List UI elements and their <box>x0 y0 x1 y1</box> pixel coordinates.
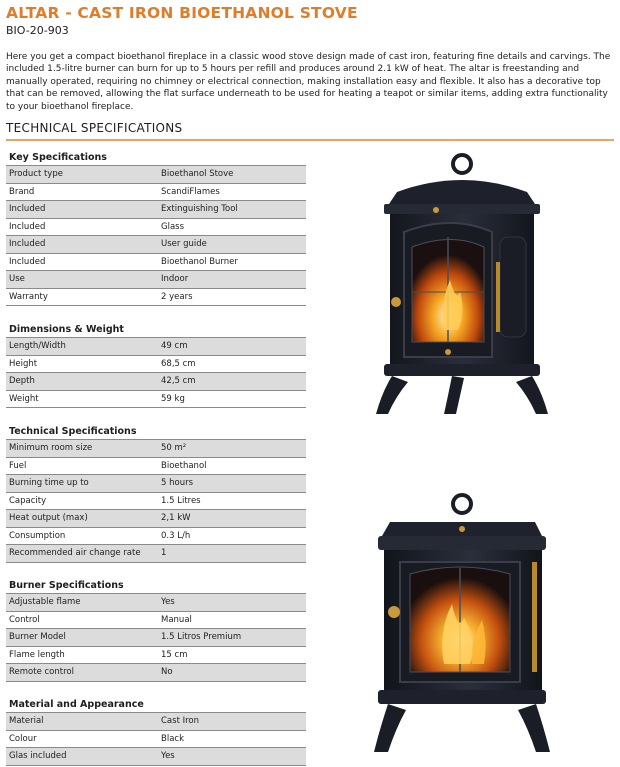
spec-row <box>6 355 306 373</box>
spec-group-technical <box>6 425 306 563</box>
spec-row <box>6 373 306 391</box>
spec-label: Included <box>6 253 156 271</box>
spec-label: Weight <box>6 390 156 408</box>
spec-row <box>6 183 306 201</box>
spec-row <box>6 166 306 184</box>
spec-row <box>6 218 306 236</box>
spec-value: 0.3 L/h <box>156 527 306 545</box>
spec-value: 15 cm <box>156 646 306 664</box>
stove-photo-front <box>352 152 572 422</box>
spec-label: Warranty <box>6 288 156 306</box>
spec-label: Remote control <box>6 664 156 682</box>
spec-row <box>6 545 306 563</box>
spec-row <box>6 440 306 458</box>
spec-value: 1 <box>156 545 306 563</box>
spec-value: Yes <box>156 748 306 766</box>
spec-value: Manual <box>156 611 306 629</box>
product-sku: BIO-20-903 <box>6 24 69 37</box>
spec-label: Product type <box>6 166 156 184</box>
spec-value: ScandiFlames <box>156 183 306 201</box>
spec-value: Bioethanol Burner <box>156 253 306 271</box>
spec-row <box>6 748 306 766</box>
spec-table <box>6 439 306 563</box>
spec-row <box>6 611 306 629</box>
spec-value: 50 m² <box>156 440 306 458</box>
spec-label: Use <box>6 271 156 289</box>
spec-row <box>6 201 306 219</box>
spec-value: Black <box>156 730 306 748</box>
spec-row <box>6 510 306 528</box>
spec-row <box>6 664 306 682</box>
spec-table <box>6 593 306 682</box>
spec-label: Colour <box>6 730 156 748</box>
spec-value: Cast Iron <box>156 713 306 731</box>
spec-value: 49 cm <box>156 338 306 356</box>
spec-value: Bioethanol <box>156 457 306 475</box>
spec-row <box>6 629 306 647</box>
spec-label: Included <box>6 201 156 219</box>
spec-value: Extinguishing Tool <box>156 201 306 219</box>
spec-value: 42,5 cm <box>156 373 306 391</box>
spec-row <box>6 475 306 493</box>
spec-label: Burning time up to <box>6 475 156 493</box>
spec-label: Material <box>6 713 156 731</box>
stove-photo-side <box>360 492 565 757</box>
section-divider <box>6 139 614 141</box>
spec-group-title: Key Specifications <box>9 152 107 163</box>
spec-row <box>6 271 306 289</box>
spec-value: Glass <box>156 218 306 236</box>
spec-label: Length/Width <box>6 338 156 356</box>
spec-group-dimensions <box>6 323 306 408</box>
spec-group-title: Technical Specifications <box>9 426 137 437</box>
spec-value: 1.5 Litres <box>156 492 306 510</box>
spec-group-title: Material and Appearance <box>9 699 144 710</box>
spec-row <box>6 492 306 510</box>
spec-row <box>6 338 306 356</box>
spec-row <box>6 527 306 545</box>
spec-group-title: Burner Specifications <box>9 580 124 591</box>
spec-row <box>6 288 306 306</box>
spec-label: Fuel <box>6 457 156 475</box>
spec-label: Heat output (max) <box>6 510 156 528</box>
spec-value: Indoor <box>156 271 306 289</box>
spec-label: Depth <box>6 373 156 391</box>
spec-label: Minimum room size <box>6 440 156 458</box>
spec-value: No <box>156 664 306 682</box>
spec-row <box>6 594 306 612</box>
spec-row <box>6 236 306 254</box>
spec-row <box>6 390 306 408</box>
spec-group-title: Dimensions & Weight <box>9 324 124 335</box>
spec-label: Glas included <box>6 748 156 766</box>
spec-label: Consumption <box>6 527 156 545</box>
spec-row <box>6 646 306 664</box>
spec-label: Included <box>6 218 156 236</box>
spec-label: Brand <box>6 183 156 201</box>
spec-value: Yes <box>156 594 306 612</box>
spec-label: Control <box>6 611 156 629</box>
spec-value: Bioethanol Stove <box>156 166 306 184</box>
spec-label: Flame length <box>6 646 156 664</box>
product-title: ALTAR - CAST IRON BIOETHANOL STOVE <box>6 4 358 22</box>
spec-table <box>6 712 306 766</box>
spec-value: User guide <box>156 236 306 254</box>
spec-row <box>6 730 306 748</box>
spec-group-material <box>6 698 306 766</box>
spec-group-key <box>6 151 306 306</box>
product-description: Here you get a compact bioethanol fireplace in a classic wood stove design made of cast iron, featuring fine details and carvings. The included 1.5-litre burner can burn for up to 5 hours per refill and produces around 2.1 kW of heat. The altar is freestanding and manually operated, requiring no chimney or electrical connection, making installation easy and flexible. It also has a decorative top that can be removed, allowing the flat surface underneath to be used for heating a teapot or similar items, adding extra functionality to your bioethanol fireplace. <box>6 52 611 112</box>
spec-value: 68,5 cm <box>156 355 306 373</box>
spec-value: 59 kg <box>156 390 306 408</box>
spec-row <box>6 457 306 475</box>
spec-table <box>6 337 306 408</box>
spec-value: 2 years <box>156 288 306 306</box>
spec-group-burner <box>6 579 306 682</box>
spec-value: 2,1 kW <box>156 510 306 528</box>
spec-label: Adjustable flame <box>6 594 156 612</box>
spec-label: Height <box>6 355 156 373</box>
spec-row <box>6 253 306 271</box>
section-title: TECHNICAL SPECIFICATIONS <box>6 121 183 135</box>
spec-row <box>6 713 306 731</box>
spec-table <box>6 165 306 306</box>
spec-label: Burner Model <box>6 629 156 647</box>
spec-label: Recommended air change rate <box>6 545 156 563</box>
spec-value: 1.5 Litros Premium <box>156 629 306 647</box>
spec-value: 5 hours <box>156 475 306 493</box>
spec-label: Included <box>6 236 156 254</box>
spec-label: Capacity <box>6 492 156 510</box>
